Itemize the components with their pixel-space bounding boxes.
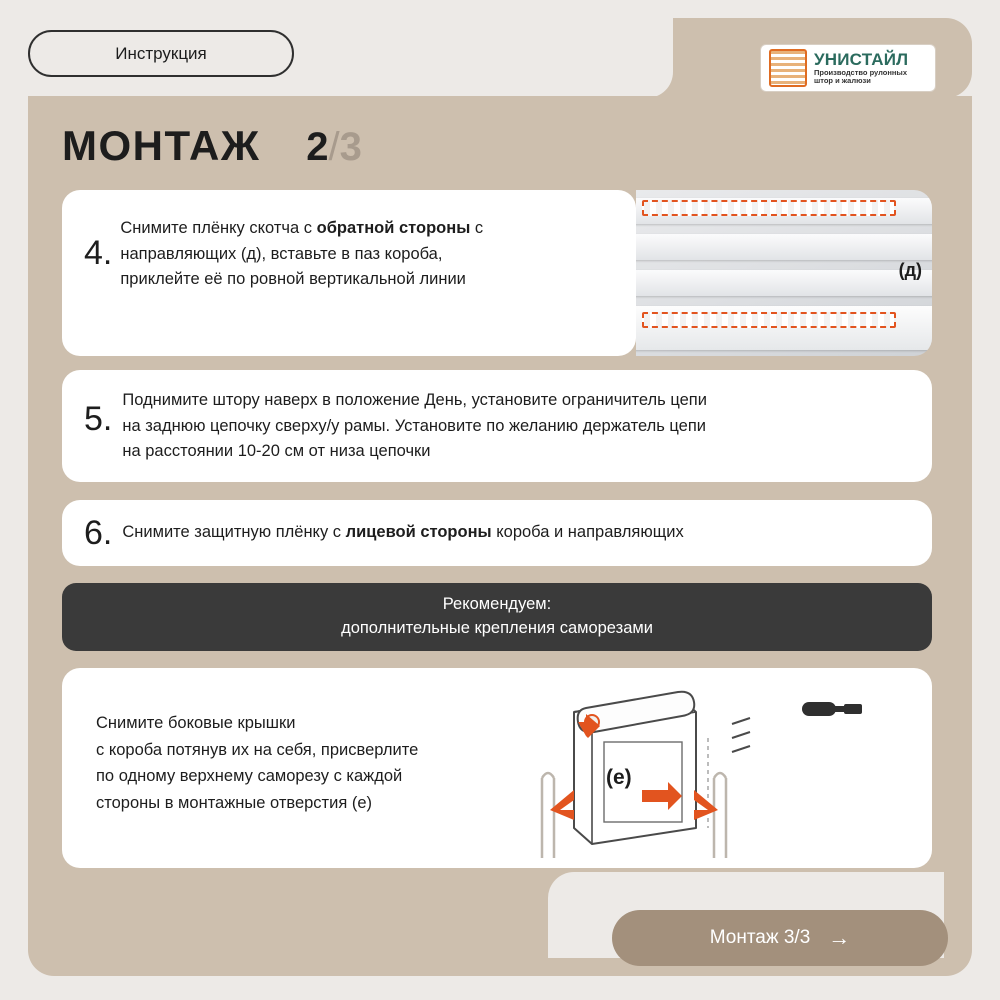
- guide-rail-tape-bottom: [642, 312, 896, 328]
- step-5-line3: на расстоянии 10-20 см от низа цепочки: [122, 442, 431, 461]
- logo-subtitle-line2: штор и жалюзи: [814, 75, 871, 85]
- bottom-card-line2: с короба потянув их на себя, присверлите: [96, 740, 419, 759]
- step-5-text: [122, 388, 707, 465]
- step-6-number: 6.: [84, 513, 113, 552]
- step-6-line1-bold: лицевой стороны: [345, 523, 492, 542]
- bottom-instruction-card: [62, 668, 932, 868]
- banner-line1: Рекомендуем:: [442, 595, 552, 614]
- step-4-line1-c: с: [470, 219, 484, 237]
- step-4-line3: приклейте её по ровной вертикальной линии: [120, 270, 466, 289]
- bottom-card-line1: Снимите боковые крышки: [96, 714, 296, 732]
- bottom-card-line4: стороны в монтажные отверстия (е): [96, 794, 373, 813]
- step-card-6: [62, 500, 932, 566]
- step-4-illustration: [636, 190, 932, 356]
- step-4-line1-bold: обратной стороны: [316, 219, 471, 237]
- page-separator: /: [328, 125, 340, 169]
- step-4-line1-a: Снимите плёнку скотча с: [120, 219, 317, 237]
- recommendation-banner: [62, 583, 932, 651]
- step-6-text: [122, 520, 683, 546]
- next-page-label: Монтаж 3/3: [709, 927, 811, 948]
- step-4-line2: направляющих (д), вставьте в паз короба,: [120, 244, 443, 263]
- page-title: МОНТАЖ: [62, 122, 261, 169]
- step-5-number: 5.: [84, 400, 113, 438]
- blinds-logo-icon: [769, 49, 807, 87]
- logo-title: УНИСТАЙЛ: [814, 50, 909, 70]
- step-4-text: [120, 216, 483, 293]
- bottom-card-image-caption: (е): [606, 766, 632, 789]
- bottom-card-text: [96, 710, 526, 817]
- page-title-group: [62, 122, 362, 170]
- screwdriver-icon: [802, 702, 862, 716]
- step-4-image-caption: (д): [898, 260, 922, 280]
- instruction-tab[interactable]: [28, 30, 294, 77]
- blind-slat: [636, 270, 932, 296]
- bottom-card-illustration: [482, 678, 902, 868]
- step-5-line1: Поднимите штору наверх в положение День, установите ограничитель цепи: [122, 391, 707, 409]
- bottom-card-line3: по одному верхнему саморезу с каждой: [96, 767, 403, 786]
- blind-slat: [636, 234, 932, 260]
- next-page-button[interactable]: [612, 910, 948, 966]
- page-current: 2: [306, 125, 329, 169]
- page-indicator: [306, 125, 362, 170]
- brand-logo: [760, 44, 936, 92]
- step-card-5: [62, 370, 932, 482]
- banner-line2: дополнительные крепления саморезами: [341, 619, 653, 637]
- logo-subtitle-line1: Производство рулонных: [814, 68, 908, 78]
- step-4-number: 4.: [84, 234, 113, 272]
- step-5-line2: на заднюю цепочку сверху/у рамы. Установите по желанию держатель цепи: [122, 416, 706, 435]
- arrow-right-icon: →: [828, 925, 851, 950]
- step-6-line1-a: Снимите защитную плёнку с: [122, 523, 346, 542]
- mounting-diagram-svg: [482, 678, 902, 868]
- instruction-tab-label: Инструкция: [115, 43, 207, 63]
- guide-rail-tape-top: [642, 200, 896, 216]
- step-6-line1-c: короба и направляющих: [491, 523, 684, 542]
- step-card-4: [62, 190, 636, 356]
- page-total: 3: [339, 125, 362, 169]
